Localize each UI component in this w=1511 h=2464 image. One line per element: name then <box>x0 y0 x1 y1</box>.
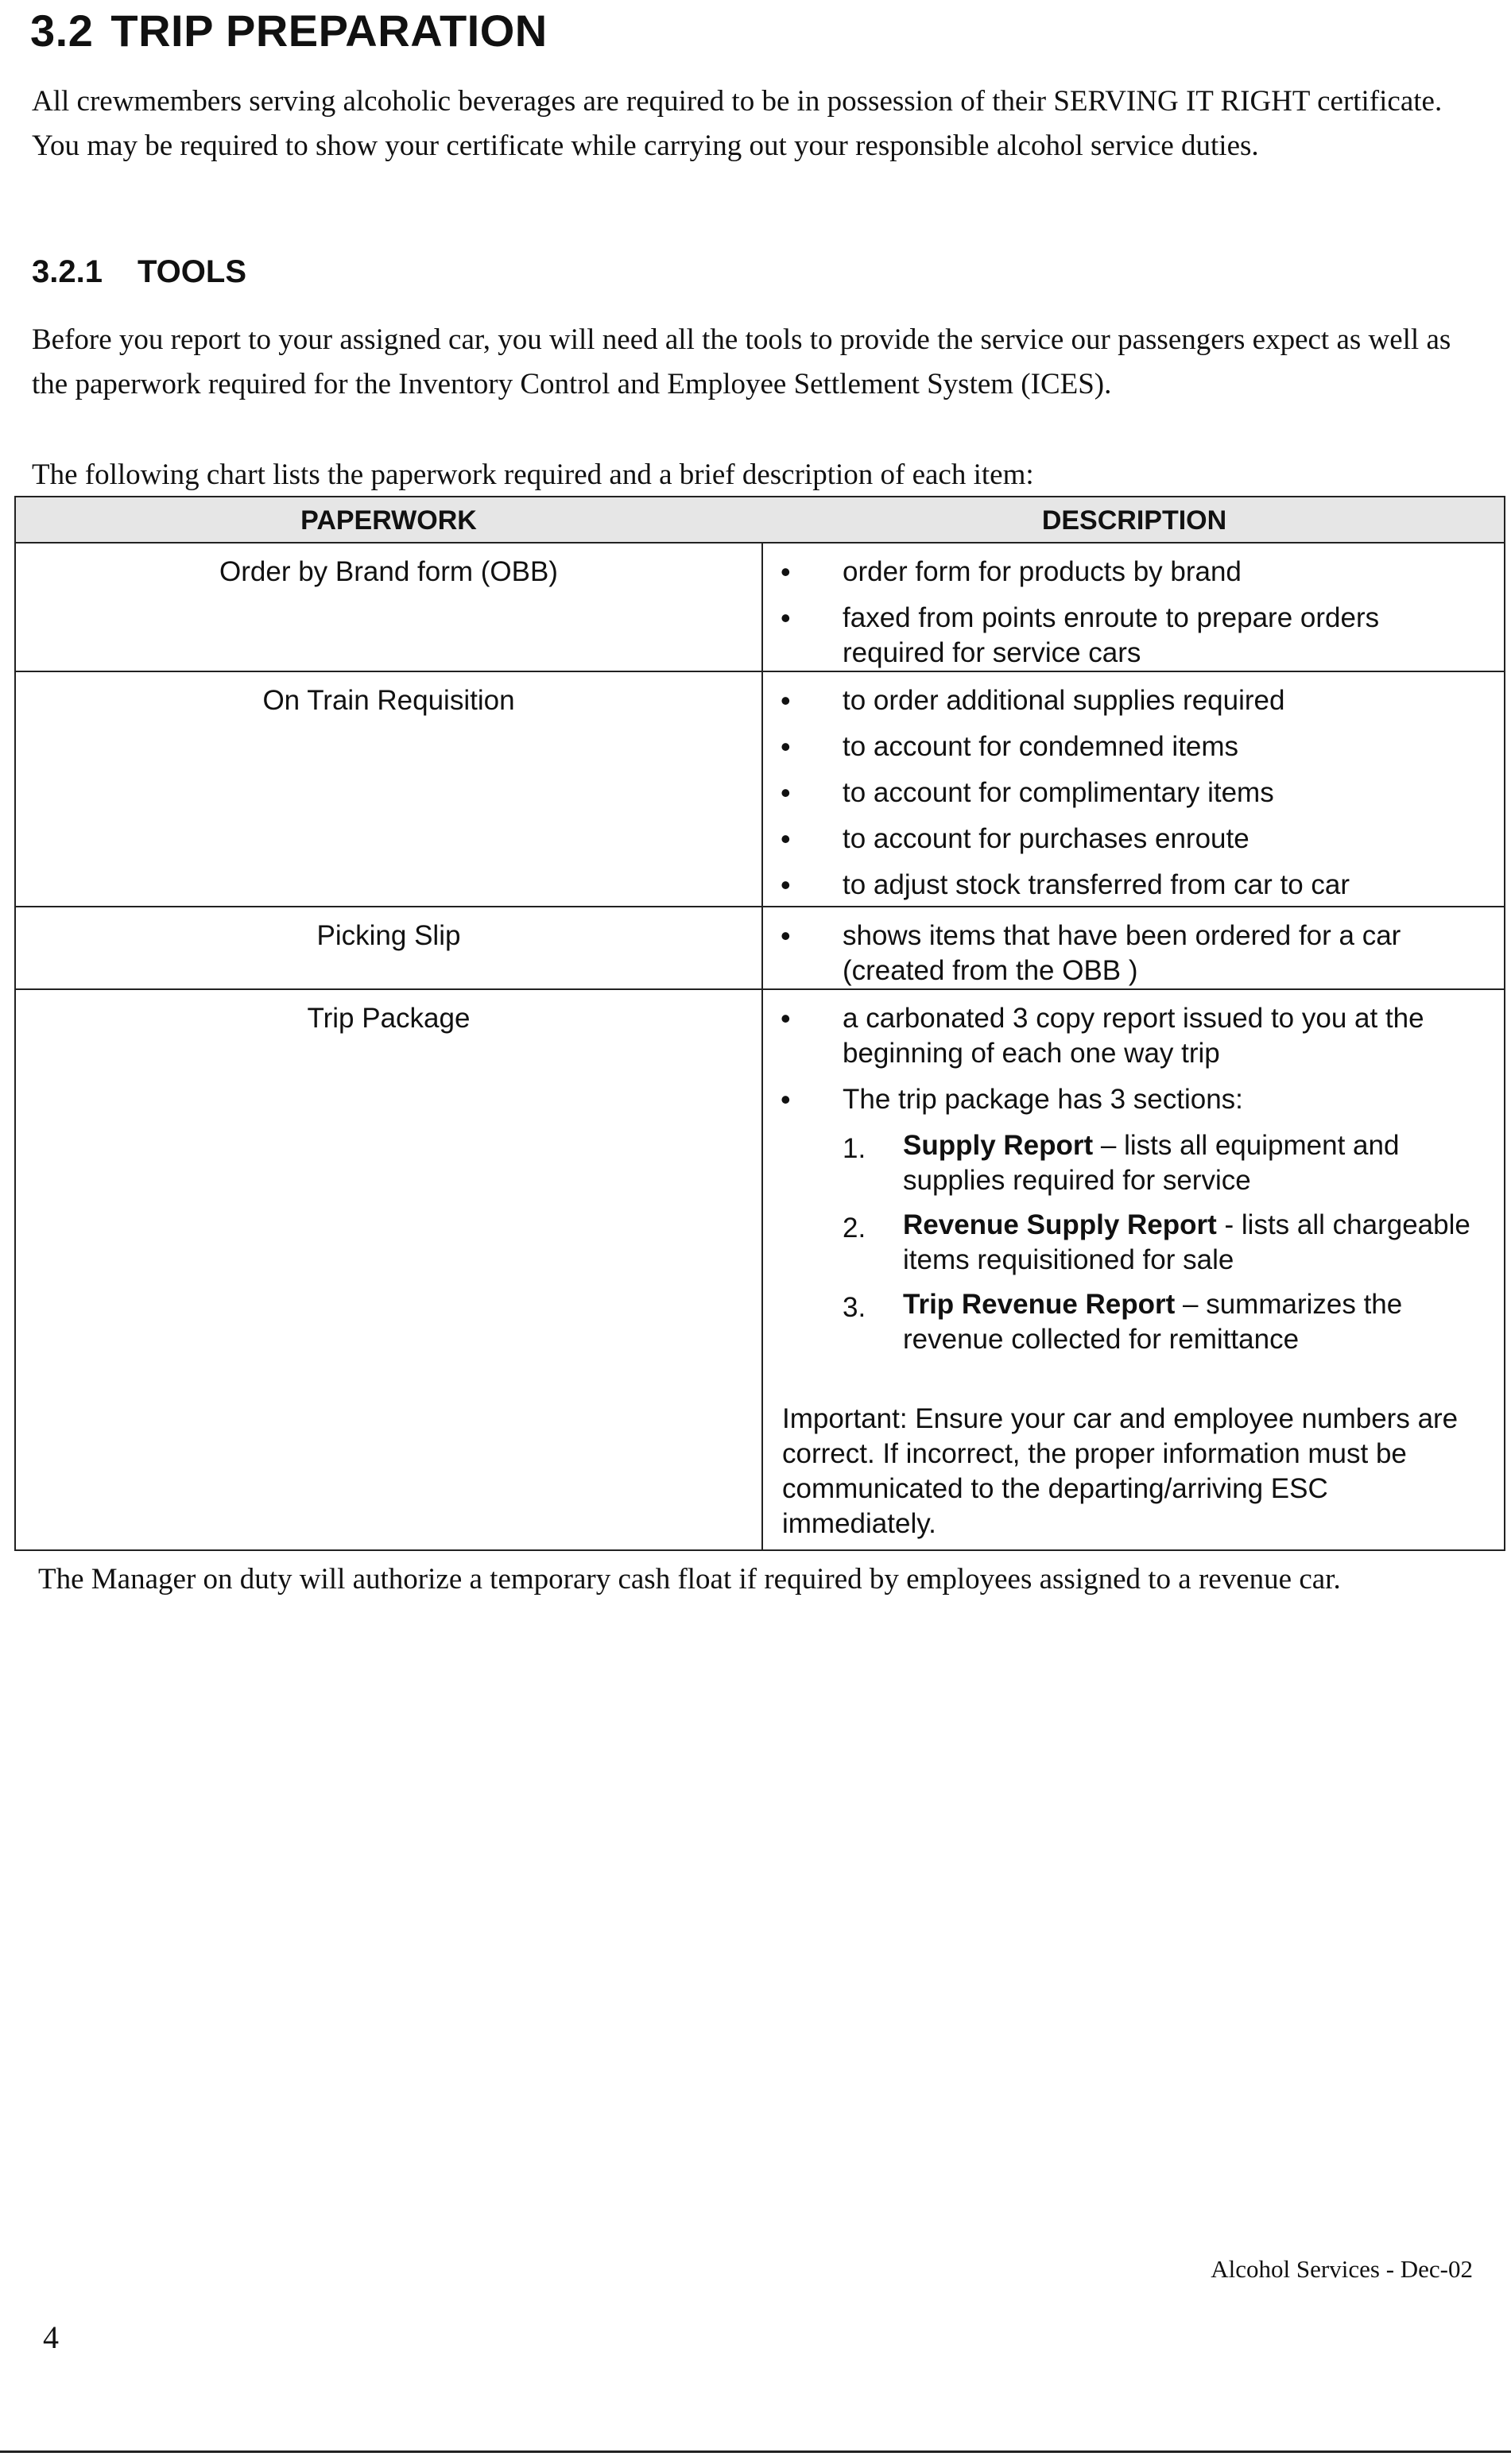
subsection-title: TOOLS <box>137 254 247 289</box>
list-item: • to account for complimentary items <box>763 776 1504 810</box>
description-cell <box>763 555 1504 682</box>
header-paperwork: PAPERWORK <box>300 505 477 536</box>
section-title: TRIP PREPARATION <box>110 6 548 56</box>
table-row <box>16 988 1504 1549</box>
description-cell <box>763 683 1504 914</box>
header-description: DESCRIPTION <box>1041 505 1227 536</box>
report-text: - lists all chargeable items requisitioned for sale <box>903 1209 1470 1275</box>
report-name: Revenue Supply Report <box>903 1209 1217 1240</box>
chart-intro: The following chart lists the paperwork required and a brief description of each item: <box>32 458 1034 491</box>
report-section-item <box>763 1287 1504 1357</box>
closing-paragraph: The Manager on duty will authorize a temporary cash float if required by employees assigned to a revenue car. <box>38 1563 1341 1596</box>
table-row <box>16 671 1504 907</box>
important-note: Important: Ensure your car and employee numbers are correct. If incorrect, the proper information must be communicated to the departing/arriving ESC immediately. <box>782 1403 1459 1539</box>
paperwork-cell: Order by Brand form (OBB) <box>219 556 558 587</box>
subsection-heading <box>32 254 246 290</box>
list-item: • faxed from points enroute to prepare orders required for service cars <box>763 601 1504 671</box>
list-item: • a carbonated 3 copy report issued to you at the beginning of each one way trip <box>763 1001 1504 1071</box>
table-row <box>16 542 1504 672</box>
description-cell <box>763 919 1504 1000</box>
item-number: 3. <box>843 1292 866 1323</box>
item-number: 1. <box>843 1133 866 1164</box>
paperwork-table <box>14 496 1505 1551</box>
table-header <box>16 497 1504 543</box>
list-item: • to order additional supplies required <box>763 683 1504 718</box>
page-number: 4 <box>43 2319 59 2355</box>
list-item: • to account for condemned items <box>763 729 1504 764</box>
subsection-number: 3.2.1 <box>32 254 103 289</box>
bottom-rule <box>0 2450 1511 2453</box>
section-number: 3.2 <box>30 6 94 56</box>
report-name: Trip Revenue Report <box>903 1289 1176 1320</box>
list-item: • shows items that have been ordered for a car (created from the OBB ) <box>763 919 1504 988</box>
tools-paragraph: Before you report to your assigned car, you will need all the tools to provide the service our passengers expect as well as the paperwork required for the Inventory Control and Employee Settlement System (ICES). <box>32 323 1451 400</box>
report-section-item <box>763 1128 1504 1198</box>
footer-label: Alcohol Services - Dec-02 <box>1211 2255 1473 2283</box>
list-item: • to account for purchases enroute <box>763 822 1504 857</box>
section-heading <box>30 5 548 56</box>
table-row <box>16 906 1504 990</box>
list-item: • The trip package has 3 sections: <box>763 1082 1504 1117</box>
description-cell <box>763 1001 1504 1541</box>
list-item: • to adjust stock transferred from car to car <box>763 868 1504 903</box>
report-text: – summarizes the revenue collected for remittance <box>903 1289 1403 1355</box>
item-number: 2. <box>843 1213 866 1244</box>
list-item: • order form for products by brand <box>763 555 1504 590</box>
report-text: – lists all equipment and supplies required for service <box>903 1130 1400 1196</box>
paperwork-cell: On Train Requisition <box>262 685 515 716</box>
paperwork-cell: Picking Slip <box>316 920 461 951</box>
report-section-item <box>763 1208 1504 1278</box>
intro-paragraph: All crewmembers serving alcoholic beverages are required to be in possession of their SERVING IT RIGHT certificate. You may be required to show your certificate while carrying out your responsible alcohol service duties. <box>32 85 1443 162</box>
paperwork-cell: Trip Package <box>307 1003 471 1034</box>
report-name: Supply Report <box>903 1130 1094 1161</box>
